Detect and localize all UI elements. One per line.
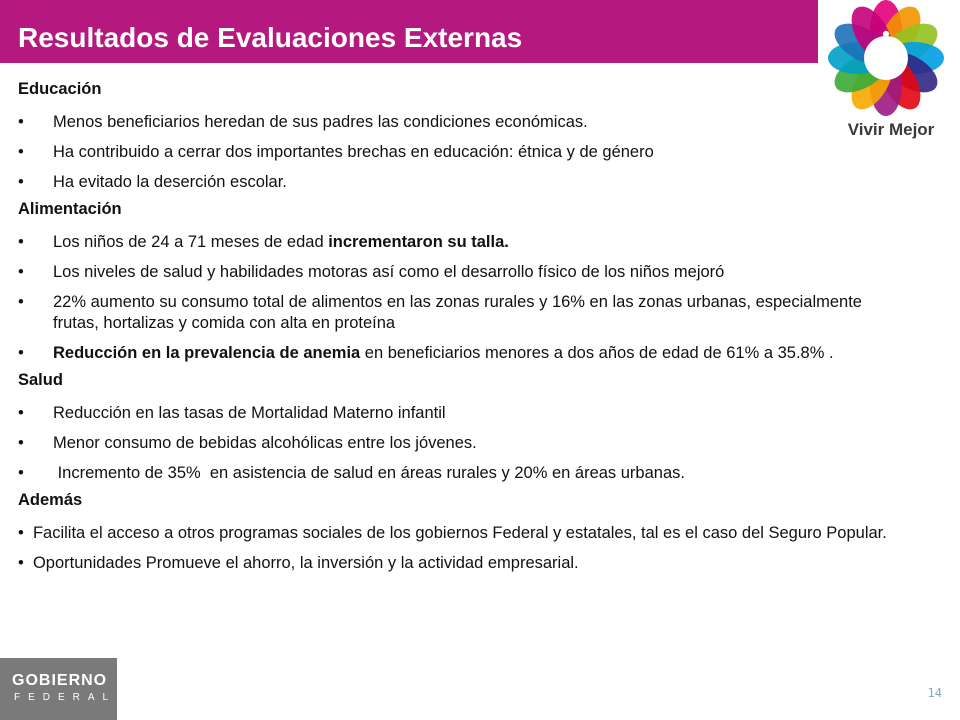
content-body bbox=[18, 79, 918, 574]
page-title: Resultados de Evaluaciones Externas bbox=[18, 22, 523, 53]
gobierno-text: GOBIERNO bbox=[12, 672, 108, 689]
list-item: • 22% aumento su consumo total de alimentos en las zonas rurales y 16% en las zonas urbanas, especialmente frutas, hortalizas y comida con alta en proteína bbox=[18, 293, 862, 332]
title-bar bbox=[0, 0, 818, 63]
list-item: • Los niños de 24 a 71 meses de edad incrementaron su talla. bbox=[18, 233, 509, 251]
bullet: • bbox=[18, 173, 24, 191]
bullet: • bbox=[18, 434, 24, 452]
section-heading-salud: Salud bbox=[18, 371, 63, 389]
list-item: • Facilita el acceso a otros programas sociales de los gobiernos Federal y estatales, tal es el caso del Seguro Popular. bbox=[18, 524, 887, 542]
list-item: • Los niveles de salud y habilidades motoras así como el desarrollo físico de los niños mejoró bbox=[18, 263, 725, 281]
list-item: • Reducción en la prevalencia de anemia en beneficiarios menores a dos años de edad de 61% a 35.8% . bbox=[18, 344, 834, 362]
logo-caption: Vivir Mejor bbox=[847, 120, 935, 139]
list-item: • Ha evitado la deserción escolar. bbox=[18, 173, 287, 191]
section-heading-educacion: Educación bbox=[18, 80, 102, 98]
list-item: • Menos beneficiarios heredan de sus padres las condiciones económicas. bbox=[18, 113, 588, 131]
bullet: • bbox=[18, 233, 24, 251]
bullet: • bbox=[18, 554, 24, 572]
bullet: • bbox=[18, 344, 24, 362]
list-item: • Reducción en las tasas de Mortalidad Materno infantil bbox=[18, 404, 446, 422]
federal-text: FEDERAL bbox=[14, 692, 117, 703]
list-item: • Menor consumo de bebidas alcohólicas entre los jóvenes. bbox=[18, 434, 477, 452]
bullet: • bbox=[18, 143, 24, 161]
list-item: • Incremento de 35% en asistencia de salud en áreas rurales y 20% en áreas urbanas. bbox=[18, 464, 685, 482]
bullet: • bbox=[18, 263, 24, 281]
list-item: • Ha contribuido a cerrar dos importantes brechas en educación: étnica y de género bbox=[18, 143, 654, 161]
section-heading-ademas: Además bbox=[18, 491, 83, 509]
gobierno-federal-logo bbox=[0, 658, 117, 720]
bullet: • bbox=[18, 524, 24, 542]
bullet: • bbox=[18, 113, 24, 131]
bullet: • bbox=[18, 293, 24, 311]
bullet: • bbox=[18, 404, 24, 422]
bullet: • bbox=[18, 464, 24, 482]
section-heading-alimentacion: Alimentación bbox=[18, 200, 122, 218]
page-number: 14 bbox=[927, 686, 942, 700]
list-item: • Oportunidades Promueve el ahorro, la inversión y la actividad empresarial. bbox=[18, 554, 579, 572]
